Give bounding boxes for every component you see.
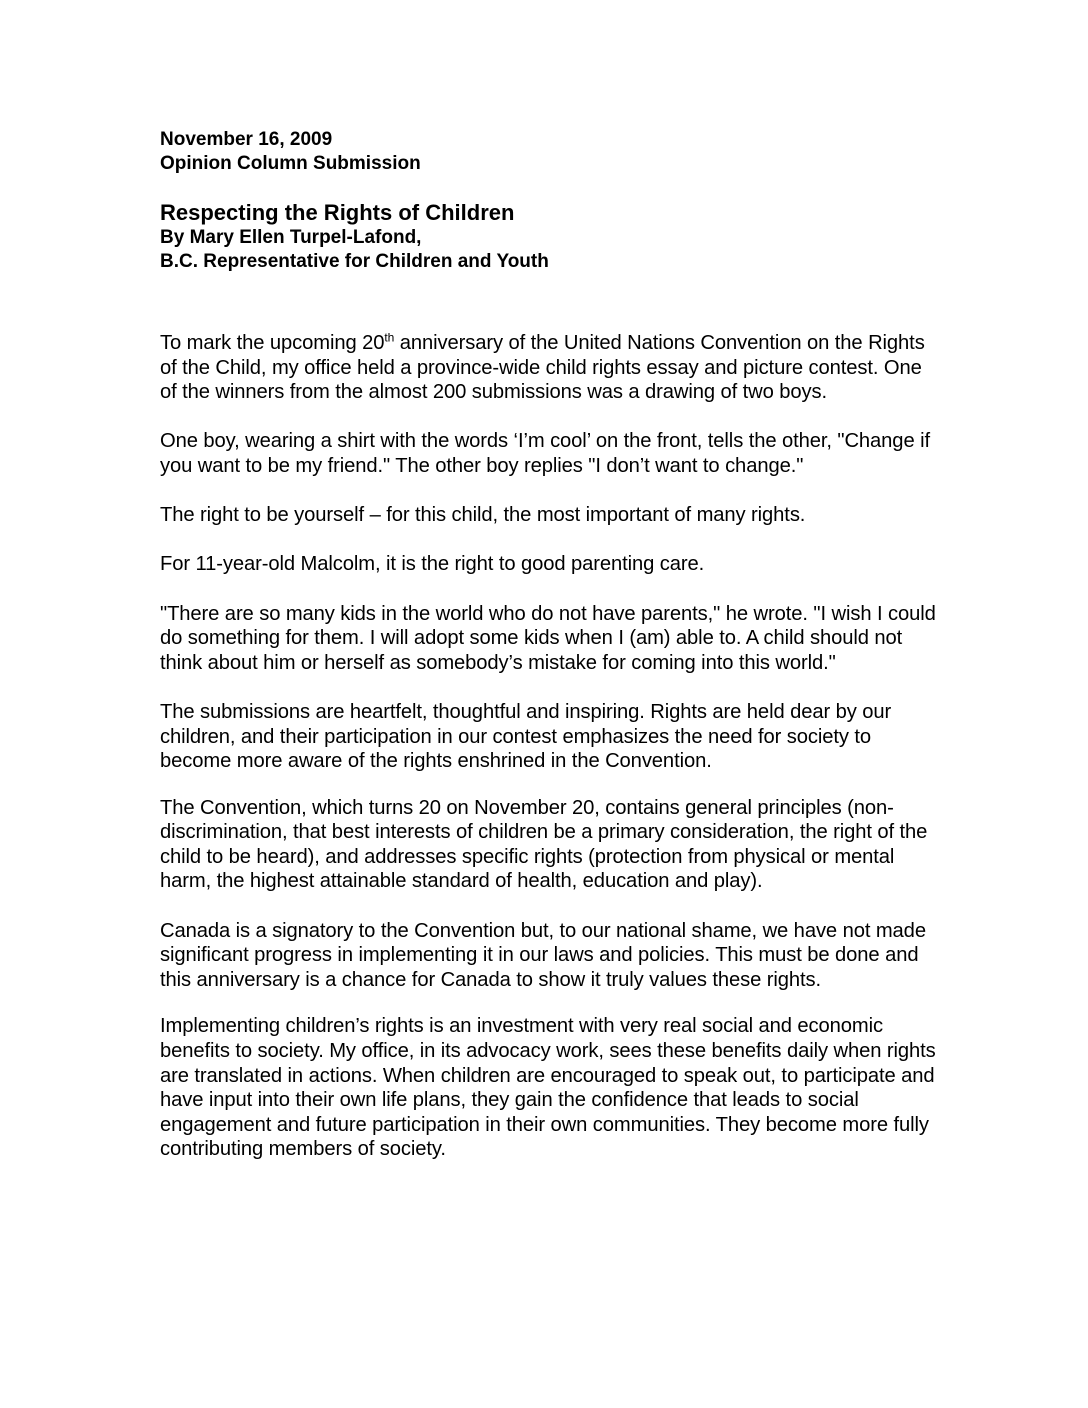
paragraph-2: One boy, wearing a shirt with the words ‘I’m cool’ on the front, tells the other, "Change if you want to be my friend." The other boy replies "I don’t want to change."	[160, 430, 930, 477]
byline-role: B.C. Representative for Children and Youth	[160, 251, 549, 272]
ordinal-suffix: th	[384, 330, 395, 345]
article-title: Respecting the Rights of Children	[160, 200, 515, 225]
paragraph-5: "There are so many kids in the world who do not have parents," he wrote. "I wish I could do something for them. I will adopt some kids when I (am) able to. A child should not think about him or herself as somebody’s mistake for coming into this world."	[160, 602, 936, 674]
paragraph-7: The Convention, which turns 20 on November 20, contains general principles (non-discrimination, that best interests of children be a primary consideration, the right of the child to be heard), and addresses specific rights (protection from physical or mental harm, the highest attainable standard of health, education and play).	[160, 796, 928, 893]
document-date: November 16, 2009	[160, 129, 333, 150]
document-type: Opinion Column Submission	[160, 153, 421, 174]
byline-author: By Mary Ellen Turpel-Lafond,	[160, 227, 422, 248]
paragraph-1-rest: anniversary of the United Nations Convention on the Rights of the Child, my office held a province-wide child rights essay and picture contest. One of the winners from the almost 200 submissions was a drawing of two boys.	[160, 332, 925, 404]
paragraph-1-start: To mark the upcoming 20	[160, 332, 385, 354]
paragraph-9: Implementing children’s rights is an investment with very real social and economic benefits to society. My office, in its advocacy work, sees these benefits daily when rights are translated in actions. When children are encouraged to speak out, to participate and have input into their own life plans, they gain the confidence that leads to social engagement and future participation in their own communities. They become more fully contributing members of society.	[160, 1015, 936, 1161]
paragraph-8: Canada is a signatory to the Convention but, to our national shame, we have not made significant progress in implementing it in our laws and policies. This must be done and this anniversary is a chance for Canada to show it truly values these rights.	[160, 919, 926, 991]
paragraph-1	[160, 331, 940, 405]
paragraph-3: The right to be yourself – for this child, the most important of many rights.	[160, 504, 806, 527]
article-body	[160, 331, 940, 1162]
document-page	[160, 128, 940, 1187]
paragraph-4: For 11-year-old Malcolm, it is the right to good parenting care.	[160, 553, 705, 576]
paragraph-6: The submissions are heartfelt, thoughtful and inspiring. Rights are held dear by our children, and their participation in our contest emphasizes the need for society to become more aware of the rights enshrined in the Convention.	[160, 700, 892, 773]
